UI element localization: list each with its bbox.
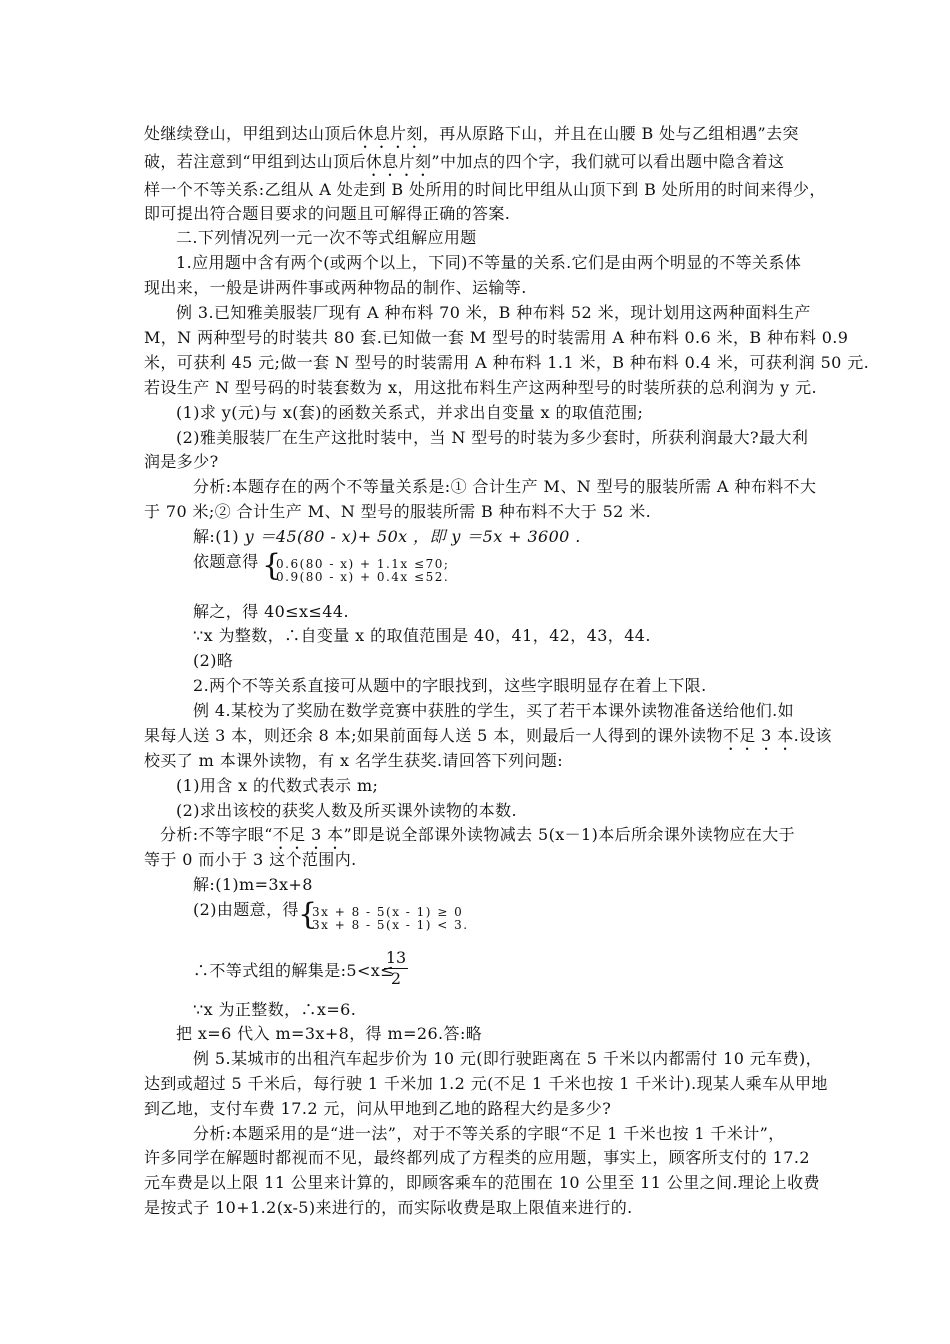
paragraph-line: M，N 两种型号的时装共 80 套.已知做一套 M 型号的时装需用 A 种布料 0.6 米，B 种布料 0.9	[144, 328, 849, 347]
paragraph-line: 果每人送 3 本，则还余 8 本;如果前面每人送 5 本，则最后一人得到的课外读物不足 3 本.设该	[144, 726, 832, 745]
inequality: 0.9(80 - x) + 0.4x ≤52.	[276, 570, 450, 584]
paragraph-line: 现出来，一般是讲两件事或两种物品的制作、运输等.	[144, 278, 527, 297]
solution-line: 依题意得	[193, 552, 259, 571]
solution-line: ∵x 为正整数，∴x=6.	[193, 1000, 357, 1019]
fraction-numerator: 13	[385, 948, 407, 967]
solution-line: ∵x 为整数，∴自变量 x 的取值范围是 40，41，42，43，44.	[193, 626, 651, 645]
question-item: (1)求 y(元)与 x(套)的函数关系式，并求出自变量 x 的取值范围;	[176, 403, 644, 422]
analysis-line: 是按式子 10+1.2(x-5)来进行的，而实际收费是取上限值来进行的.	[144, 1198, 633, 1217]
paragraph-line: 例 5.某城市的出租汽车起步价为 10 元(即行驶距离在 5 千米以内都需付 10 元车费)，	[193, 1049, 823, 1068]
emphasized-text: 休息片刻	[357, 124, 423, 143]
section-heading: 二.下列情况列一元一次不等式组解应用题	[176, 228, 477, 247]
emphasized-text: 不足 3 本	[722, 726, 794, 745]
paragraph-line: 校买了 m 本课外读物，有 x 名学生获奖.请回答下列问题:	[144, 751, 564, 770]
inequality: 3x + 8 - 5(x - 1) ≥ 0	[312, 905, 464, 919]
emphasized-text: 休息片刻	[365, 152, 432, 171]
paragraph-line: 2.两个不等关系直接可从题中的字眼找到，这些字眼明显存在着上下限.	[193, 676, 707, 695]
paragraph-line: 达到或超过 5 千米后，每行驶 1 千米加 1.2 元(不足 1 千米也按 1 千米计).现某人乘车从甲地	[144, 1074, 828, 1093]
solution-line: 把 x=6 代入 m=3x+8，得 m=26.答:略	[176, 1024, 483, 1043]
analysis-line: 分析:本题采用的是“进一法”，对于不等关系的字眼“不足 1 千米也按 1 千米计”，	[193, 1124, 785, 1143]
paragraph-line: 到乙地，支付车费 17.2 元，问从甲地到乙地的路程大约是多少?	[144, 1099, 612, 1118]
solution-line: 解之，得 40≤x≤44.	[193, 602, 349, 621]
paragraph-line: 即可提出符合题目要求的问题且可解得正确的答案.	[144, 204, 511, 223]
paragraph-line: 例 3.已知雅美服装厂现有 A 种布料 70 米，B 种布料 52 米，现计划用这两种面料生产	[176, 303, 811, 322]
paragraph-line: 润是多少?	[144, 452, 219, 471]
paragraph-line: 若设生产 N 型号码的时装套数为 x，用这批布料生产这两种型号的时装所获的总利润为 y 元.	[144, 378, 817, 397]
fraction	[384, 949, 408, 988]
solution-line: (2)略	[193, 651, 234, 670]
paragraph-line: 米，可获利 45 元;做一套 N 型号的时装需用 A 种布料 1.1 米，B 种布料 0.4 米，可获利润 50 元.	[144, 353, 870, 372]
paragraph-line: 破，若注意到“甲组到达山顶后休息片刻”中加点的四个字，我们就可以看出题中隐含着这	[144, 152, 785, 171]
emphasized-text: 不足 3 本	[272, 825, 344, 844]
paragraph-line: 1.应用题中含有两个(或两个以上，下同)不等量的关系.它们是由两个明显的不等关系体	[176, 253, 802, 272]
solution-line: (2)由题意，得	[193, 900, 299, 919]
formula: y ＝45(80 - x)+ 50x ，即 y ＝5x + 3600 .	[244, 527, 581, 546]
question-item: (1)用含 x 的代数式表示 m;	[176, 776, 379, 795]
analysis-line: 于 70 米;② 合计生产 M、N 型号的服装所需 B 种布料不大于 52 米.	[144, 502, 652, 521]
fraction-denominator: 2	[390, 969, 402, 988]
paragraph-line: 处继续登山，甲组到达山顶后休息片刻，再从原路下山，并且在山腰 B 处与乙组相遇”去突	[144, 124, 799, 143]
inequality: 0.6(80 - x) + 1.1x ≤70;	[276, 557, 450, 571]
analysis-line: 许多同学在解题时都视而不见，最终都列成了方程类的应用题，事实上，顾客所支付的 17.2	[144, 1148, 810, 1167]
analysis-line: 分析:本题存在的两个不等量关系是:① 合计生产 M、N 型号的服装所需 A 种布料不大	[193, 477, 817, 496]
system-brace: {	[298, 897, 318, 932]
analysis-line: 等于 0 而小于 3 这个范围内.	[144, 850, 357, 869]
paragraph-line: 例 4.某校为了奖励在数学竞赛中获胜的学生，买了若干本课外读物准备送给他们.如	[193, 701, 795, 720]
paragraph-line: 样一个不等关系:乙组从 A 处走到 B 处所用的时间比甲组从山顶下到 B 处所用的时间来得少，	[144, 180, 826, 199]
solution-line: 解:(1)m=3x+8	[193, 875, 313, 894]
inequality: 3x + 8 - 5(x - 1) < 3.	[312, 918, 469, 932]
analysis-line: 分析:不等字眼“不足 3 本”即是说全部课外读物减去 5(x－1)本后所余课外读物应在大于	[160, 825, 796, 844]
system-brace: {	[262, 548, 282, 583]
question-item: (2)雅美服装厂在生产这批时装中，当 N 型号的时装为多少套时，所获利润最大?最大利	[176, 428, 809, 447]
solution-line: 解:(1) y ＝45(80 - x)+ 50x ，即 y ＝5x + 3600 .	[193, 527, 581, 546]
solution-line: ∴不等式组的解集是:5<x≤	[193, 961, 395, 980]
analysis-line: 元车费是以上限 11 公里来计算的，即顾客乘车的范围在 10 公里至 11 公里之间.理论上收费	[144, 1173, 820, 1192]
question-item: (2)求出该校的获奖人数及所买课外读物的本数.	[176, 801, 517, 820]
